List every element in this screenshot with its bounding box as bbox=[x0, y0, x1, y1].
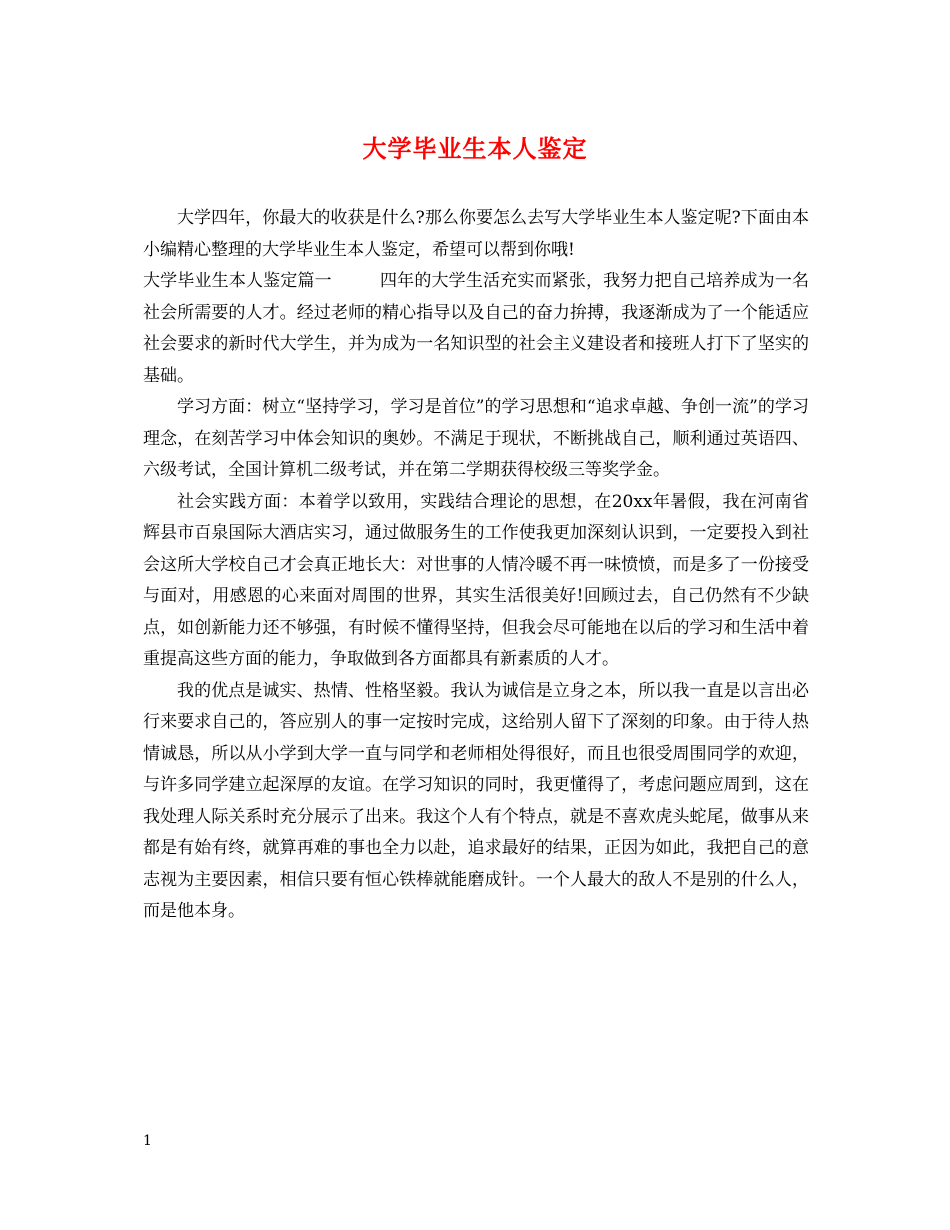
practice-paragraph: 社会实践方面：本着学以致用，实践结合理论的思想，在20xx年暑假，我在河南省辉县市百泉国际大酒店实习，通过做服务生的工作使我更加深刻认识到，一定要投入到社会这所大学校自己才会真正地长大：对世事的人情冷暖不再一味愤愤，而是多了一份接受与面对，用感恩的心来面对周围的世界，其实生活很美好!回顾过去，自己仍然有不少缺点，如创新能力还不够强，有时候不懂得坚持，但我会尽可能地在以后的学习和生活中着重提高这些方面的能力，争取做到各方面都具有新素质的人才。 bbox=[143, 491, 809, 669]
page-number: 1 bbox=[143, 1133, 152, 1149]
strengths-paragraph: 我的优点是诚实、热情、性格坚毅。我认为诚信是立身之本，所以我一直是以言出必行来要求自己的，答应别人的事一定按时完成，这给别人留下了深刻的印象。由于待人热情诚恳，所以从小学到大学一直与同学和老师相处得很好，而且也很受周围同学的欢迎，与许多同学建立起深厚的友谊。在学习知识的同时，我更懂得了，考虑问题应周到，这在我处理人际关系时充分展示了出来。我这个人有个特点，就是不喜欢虎头蛇尾，做事从来都是有始有终，就算再难的事也全力以赴，追求最好的结果，正因为如此，我把自己的意志视为主要因素，相信只要有恒心铁棒就能磨成针。一个人最大的敌人不是别的什么人，而是他本身。 bbox=[143, 680, 809, 921]
section-one-paragraph bbox=[143, 266, 809, 392]
intro-paragraph: 大学四年，你最大的收获是什么?那么你要怎么去写大学毕业生本人鉴定呢?下面由本小编精心整理的大学毕业生本人鉴定，希望可以帮到你哦! bbox=[143, 208, 809, 260]
study-paragraph: 学习方面：树立“坚持学习，学习是首位”的学习思想和“追求卓越、争创一流”的学习理念，在刻苦学习中体会知识的奥妙。不满足于现状，不断挑战自己，顺利通过英语四、六级考试，全国计算机二级考试，并在第二学期获得校级三等奖学金。 bbox=[143, 397, 809, 480]
document-title: 大学毕业生本人鉴定 bbox=[362, 134, 588, 163]
section-first-paragraph: 四年的大学生活充实而紧张，我努力把自己培养成为一名社会所需要的人才。经过老师的精心指导以及自己的奋力拚搏，我逐渐成为了一个能适应社会要求的新时代大学生，并为成为一名知识型的社会主义建设者和接班人打下了坚实的基础。 bbox=[143, 271, 810, 386]
section-heading: 大学毕业生本人鉴定篇一 bbox=[143, 271, 332, 291]
document-body bbox=[143, 203, 809, 928]
